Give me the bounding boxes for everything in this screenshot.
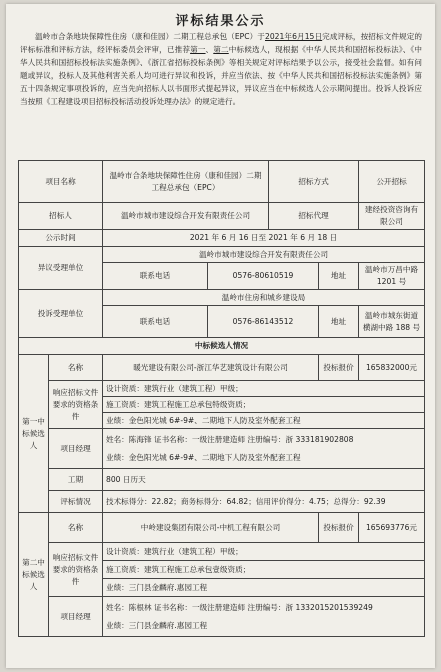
second-manager-performance: 业绩：三门县金麟府.惠园工程 (106, 620, 208, 630)
first-score: 技术标得分：22.82；商务标得分：64.82；信用评价得分：4.75；总得分：92.39 (103, 491, 425, 513)
candidates-header-row (19, 338, 425, 355)
agent-label: 招标代理 (269, 203, 359, 230)
first-period-label: 工期 (49, 469, 103, 491)
agent-value: 建经投资咨询有限公司 (359, 203, 425, 230)
publicity-period-row (19, 230, 425, 247)
second-qual-construction: 施工资质：建筑工程施工总承包壹级资质； (103, 561, 425, 579)
first-manager-row (19, 429, 425, 469)
first-qual-label: 响应招标文件要求的资格条件 (49, 381, 103, 429)
objection-address: 温岭市万昌中路 1201 号 (359, 263, 425, 290)
document-title: 评标结果公示 (175, 14, 266, 29)
tenderer-value: 温岭市城市建设综合开发有限责任公司 (103, 203, 269, 230)
second-candidate-rank: 第二中标候选人 (19, 513, 49, 637)
second-name: 中岭建设集团有限公司-中机工程有限公司 (103, 513, 319, 543)
second-manager-info (103, 597, 425, 637)
publicity-period-label: 公示时间 (19, 230, 103, 247)
rank-first: 第一 (190, 45, 206, 55)
project-name-label: 项目名称 (19, 161, 103, 203)
complaint-phone: 0576-86143512 (208, 306, 319, 338)
complaint-label: 投诉受理单位 (19, 290, 103, 338)
second-manager-row (19, 597, 425, 637)
second-price-label: 投标报价 (319, 513, 359, 543)
first-qual-construction: 施工资质：建筑工程施工总承包特级资质； (103, 397, 425, 413)
complaint-org: 温岭市住房和城乡建设局 (103, 290, 425, 306)
project-name-row (19, 161, 425, 203)
bid-method-label: 招标方式 (269, 161, 359, 203)
complaint-phone-label: 联系电话 (103, 306, 208, 338)
first-manager-label: 项目经理 (49, 429, 103, 469)
second-qual-label: 响应招标文件要求的资格条件 (49, 543, 103, 597)
project-name-value: 温岭市合条地块保障性住房（康和佳园）二期工程总承包（EPC） (103, 161, 269, 203)
first-name-row (19, 355, 425, 381)
objection-org-row (19, 247, 425, 263)
publicity-period-value: 2021 年 6 月 16 日至 2021 年 6 月 18 日 (103, 230, 425, 247)
intro-text-3: 中标候选人，现根据《中华人民共和国招标投标法》、《中华人民共和国招标投标法实施条例》、《浙江省招标投标条例》等相关规定对评标结果予以公示，接受社会监督。如有问题或异议，投标人及其他利害关系人均可进行异议和投诉，并应当依法、按《中华人民共和国招标投标法实施条例》第五十四条规定事项投诉的，应当先向招标人以书面形式提起异议，异议应当在中标候选人公示期间提出。投诉人投诉应当按照《工程建设项目招标投标活动投诉处理办法》的规定进行。 (20, 45, 423, 107)
rank-separator: 、 (205, 45, 214, 55)
second-name-label: 名称 (49, 513, 103, 543)
second-qual-performance: 业绩：三门县金麟府.惠园工程 (103, 579, 425, 597)
intro-paragraph (20, 30, 422, 109)
first-name-label: 名称 (49, 355, 103, 381)
first-price: 165832000元 (359, 355, 425, 381)
objection-org: 温岭市城市建设综合开发有限责任公司 (103, 247, 425, 263)
result-table (18, 160, 425, 637)
second-qual-design: 设计资质：建筑行业（建筑工程）甲级； (103, 543, 425, 561)
objection-phone: 0576-80610519 (208, 263, 319, 290)
first-score-label: 评标情况 (49, 491, 103, 513)
complaint-address-label: 地址 (319, 306, 359, 338)
rank-second: 第二 (213, 45, 229, 55)
tenderer-label: 招标人 (19, 203, 103, 230)
objection-phone-label: 联系电话 (103, 263, 208, 290)
complaint-org-row (19, 290, 425, 306)
first-score-row (19, 491, 425, 513)
first-name: 暖光建设有限公司-浙江华艺建筑设计有限公司 (103, 355, 319, 381)
first-manager-performance: 业绩：金色阳光城 6#-9#、二期地下人防及室外配套工程 (106, 452, 301, 462)
intro-text-2: 完成评标，按招标文件规定的评标标准和评标方法，经评标委员会评审，已推荐 (20, 32, 423, 55)
first-period-row (19, 469, 425, 491)
second-qual-row-1 (19, 543, 425, 561)
bid-evaluation-date: 2021年6月15日 (265, 32, 323, 41)
first-qual-design: 设计资质：建筑行业（建筑工程）甲级； (103, 381, 425, 397)
first-price-label: 投标报价 (319, 355, 359, 381)
second-name-row (19, 513, 425, 543)
second-price: 165693776元 (359, 513, 425, 543)
candidates-header: 中标候选人情况 (19, 338, 425, 355)
first-qual-row-1 (19, 381, 425, 397)
second-manager-label: 项目经理 (49, 597, 103, 637)
complaint-address: 温岭市城东街道横湖中路 188 号 (359, 306, 425, 338)
first-manager-info (103, 429, 425, 469)
tenderer-row (19, 203, 425, 230)
first-manager-cert: 姓名：陈海锋 证书名称：一级注册建造师 注册编号：浙 333181902808 (106, 434, 354, 444)
second-manager-cert: 姓名：陈根林 证书名称：一级注册建造师 注册编号：浙 1332015201539249 (106, 602, 373, 612)
first-candidate-rank: 第一中标候选人 (19, 355, 49, 513)
objection-address-label: 地址 (319, 263, 359, 290)
first-period: 800 日历天 (103, 469, 425, 491)
objection-label: 异议受理单位 (19, 247, 103, 290)
notice-document (6, 4, 435, 668)
intro-text-1: 温岭市合条地块保障性住房（康和佳园）二期工程总承包（EPC）于 (35, 32, 265, 41)
bid-method-value: 公开招标 (359, 161, 425, 203)
first-qual-performance: 业绩：金色阳光城 6#-9#、二期地下人防及室外配套工程 (103, 413, 425, 429)
